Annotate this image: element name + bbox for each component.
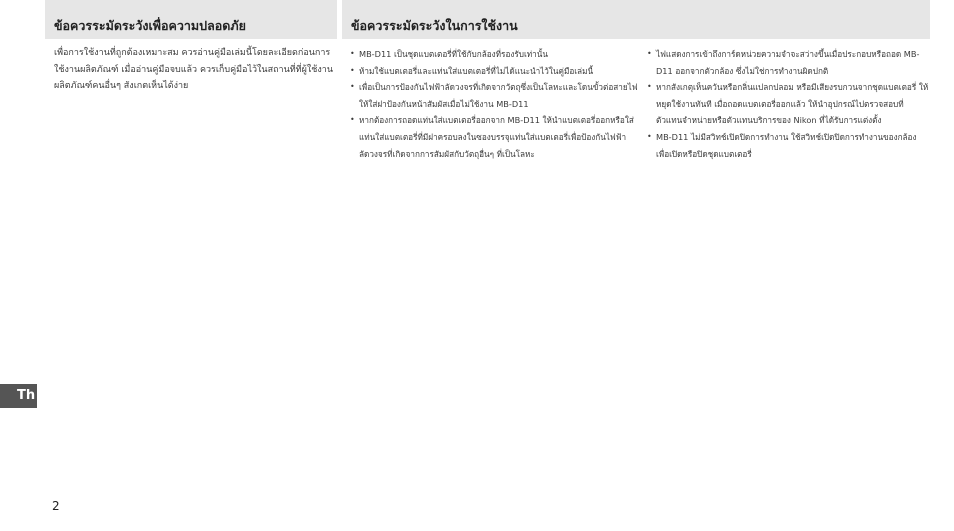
list-item: • เพื่อเป็นการป้องกันไฟฟ้าลัดวงจรที่เกิดจากวัตถุซึ่งเป็นโลหะและโดนขั้วต่อสายไฟ ให้ใส่ฝาป้องกันหน้าสัมผัสเมื่อไม่ใช้งาน MB-D11 xyxy=(350,79,640,112)
section-title-usage: ข้อควรระมัดระวังในการใช้งาน xyxy=(342,0,930,39)
usage-list-right xyxy=(647,46,929,162)
usage-list-left xyxy=(350,46,640,162)
list-item: • ห้ามใช้แบตเตอรี่และแท่นใส่แบตเตอรี่ที่ไม่ได้แนะนำไว้ในคู่มือเล่มนี้ xyxy=(350,63,640,80)
list-item: • ไฟแสดงการเข้าถึงการ์ดหน่วยความจำจะสว่างขึ้นเมื่อประกอบหรือถอด MB-D11 ออกจากตัวกล้อง ซึ่งไม่ใช่การทำงานผิดปกติ xyxy=(647,46,929,79)
list-item: • MB-D11 ไม่มีสวิทช์เปิดปิดการทำงาน ใช้สวิทช์เปิดปิดการทำงานของกล้องเพื่อเปิดหรือปิดชุดแบตเตอรี่ xyxy=(647,129,929,162)
list-item: • MB-D11 เป็นชุดแบตเตอรี่ที่ใช้กับกล้องที่รองรับเท่านั้น xyxy=(350,46,640,63)
safety-paragraph: เพื่อการใช้งานที่ถูกต้องเหมาะสม ควรอ่านคู่มือเล่มนี้โดยละเอียดก่อนการใช้งานผลิตภัณฑ์ เมื่ออ่านคู่มือจบแล้ว ควรเก็บคู่มือไว้ในสถานที่ที่ผู้ใช้งานผลิตภัณฑ์คนอื่นๆ สังเกตเห็นได้ง่าย xyxy=(54,48,333,91)
language-tab: Th xyxy=(0,384,37,408)
list-item: • หากต้องการถอดแท่นใส่แบตเตอรี่ออกจาก MB-D11 ให้นำแบตเตอรี่ออกหรือใส่แท่นใส่แบตเตอรี่ที่มีฝาครอบลงในซองบรรจุแท่นใส่แบตเตอรี่เพื่อป้องกันไฟฟ้าลัดวงจรที่เกิดจากการสัมผัสกับวัตถุอื่นๆ ที่เป็นโลหะ xyxy=(350,112,640,162)
list-item: • หากสังเกตุเห็นควันหรือกลิ่นแปลกปลอม หรือมีเสียงรบกวนจากชุดแบตเตอรี่ ให้หยุดใช้งานทันที เมื่อถอดแบตเตอรี่ออกแล้ว ให้นำอุปกรณ์ไปตรวจสอบที่ตัวแทนจำหน่ายหรือตัวแทนบริการของ Nikon ที่ได้รับการแต่งตั้ง xyxy=(647,79,929,129)
page-number: 2 xyxy=(52,499,60,513)
section-title-safety: ข้อควรระมัดระวังเพื่อความปลอดภัย xyxy=(45,0,337,39)
